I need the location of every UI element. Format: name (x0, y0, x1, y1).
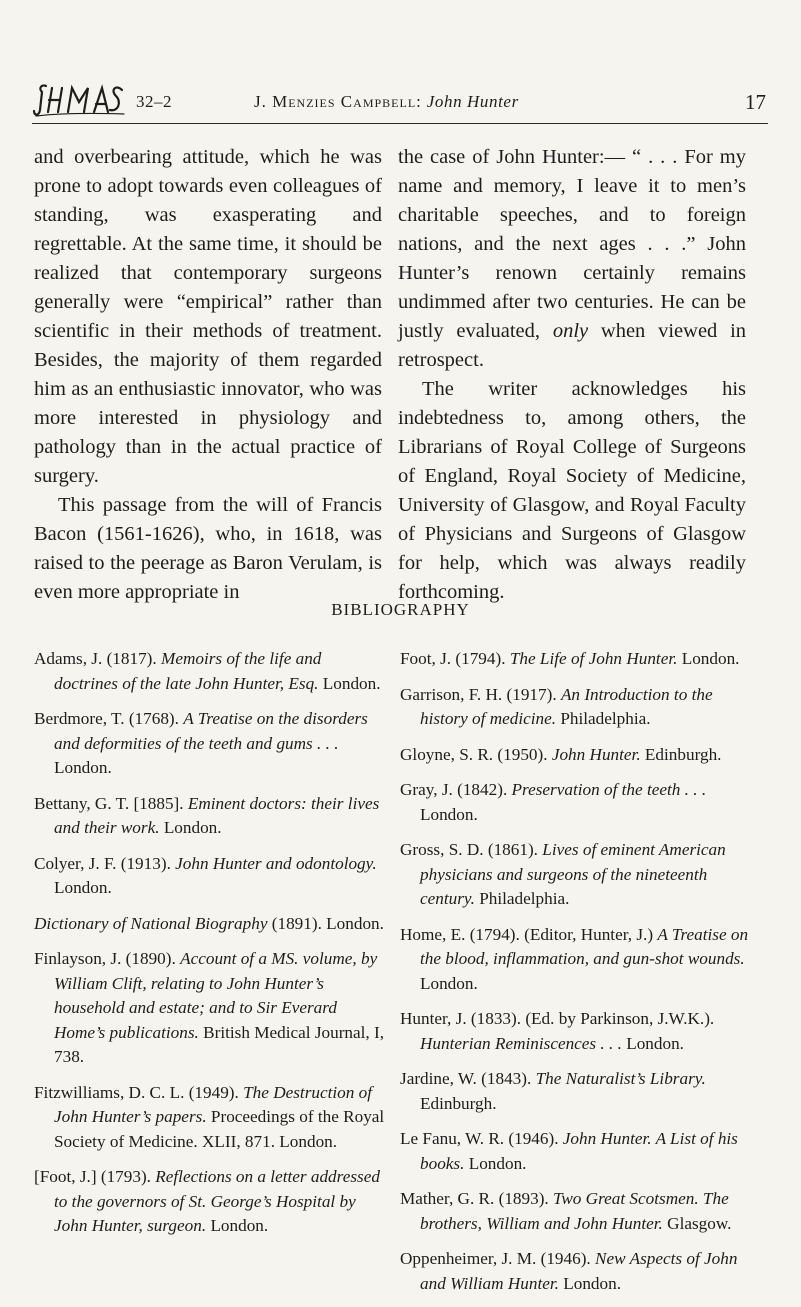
bibliography-entry-title: Reflections on a letter addressed to the governors of St. George’s Hospital by John Hunter, surgeon. (54, 1167, 380, 1235)
bibliography-column-left (34, 647, 386, 1250)
bibliography-entry-pre: [Foot, J.] (1793). (34, 1167, 151, 1186)
bibliography-entry-post: London. (322, 673, 381, 693)
bibliography-entry-post: Glasgow. (667, 1213, 732, 1233)
bibliography-entry-post: Philadelphia. (560, 709, 651, 728)
bibliography-entry-title: An Introduction to the history of medicine. (420, 684, 713, 728)
bibliography-entry (400, 1127, 752, 1176)
bibliography-entry-post: Proceedings of the Royal Society of Medicine. XLII, 871. London. (54, 1107, 385, 1151)
bibliography-entry-title: Account of a MS. volume, by William Clift, relating to John Hunter’s household and estate; and to Sir Everard Home’s publications. (54, 949, 378, 1042)
paragraph-text: when viewed in retrospect. (398, 320, 747, 371)
page-number: 17 (745, 90, 766, 114)
bibliography-entry-pre: Adams, J. (1817). (34, 649, 157, 668)
bibliography-entry-pre: Mather, G. R. (1893). (400, 1189, 549, 1208)
bibliography-entry-pre: Jardine, W. (1843). (400, 1069, 532, 1088)
page-header (32, 80, 768, 126)
bibliography-heading: BIBLIOGRAPHY (331, 600, 470, 619)
emphasis: only (552, 320, 589, 342)
bibliography-entry-title: Lives of eminent American physicians and surgeons of the nineteenth century. (420, 840, 726, 908)
bibliography-entry (34, 1081, 386, 1155)
bibliography-entry-post: London. (420, 804, 478, 824)
bibliography-entry-title: Hunterian Reminiscences . . . (420, 1033, 622, 1053)
bibliography-entry (34, 707, 386, 781)
bibliography-entry (34, 947, 386, 1070)
bibliography-entry-title: Two Great Scotsmen. The brothers, William and John Hunter. (420, 1189, 729, 1233)
bibliography-entry-title: The Naturalist’s Library. (535, 1069, 706, 1088)
bibliography-entry-pre: Fitzwilliams, D. C. L. (1949). (34, 1082, 239, 1102)
bibliography-entry-title: Eminent doctors: their lives and their work. (54, 793, 380, 837)
bibliography-entry (34, 852, 386, 901)
running-head-author: J. Menzies Campbell: (254, 92, 422, 111)
bibliography-entry-title: A Treatise on the blood, inflammation, and gun-shot wounds. (420, 924, 749, 968)
bibliography-entry-title: The Life of John Hunter. (509, 649, 678, 668)
bibliography-entry (400, 1247, 752, 1296)
bibliography-entry (400, 647, 752, 672)
bibliography-entry-post: London. (54, 758, 112, 777)
bibliography-entry-pre: Bettany, G. T. [1885]. (34, 793, 184, 813)
bibliography-entry-pre: Oppenheimer, J. M. (1946). (400, 1249, 591, 1268)
bibliography-column-right (400, 647, 752, 1307)
bibliography-entry-title: Preservation of the teeth . . . (511, 780, 707, 799)
bibliography-entry-title: John Hunter. (551, 744, 641, 764)
bibliography-entry-pre: Finlayson, J. (1890). (34, 949, 176, 968)
paragraph-text: the case of John Hunter:— “ . . . For my name and memory, I leave it to men’s charitable speeches, and to foreign nations, and the next ages . . .” John Hunter’s renown certainly remains undimmed after two centuries. He can be justly evaluated, (398, 146, 746, 342)
journal-code: 32–2 (136, 92, 172, 111)
journal-logo (32, 80, 128, 118)
bibliography-entry-title: John Hunter and odontology. (175, 853, 377, 873)
bibliography-entry-pre: Berdmore, T. (1768). (34, 709, 179, 728)
bibliography-entry-post: British Medical Journal, I, 738. (54, 1022, 385, 1066)
bibliography-entry (34, 1165, 386, 1239)
bibliography-entry-title: John Hunter. A List of his books. (420, 1129, 738, 1173)
bibliography-entry (34, 647, 386, 696)
bibliography-entry-title: A Treatise on the disorders and deformities of the teeth and gums . . . (54, 709, 368, 753)
bibliography-entry-pre: Foot, J. (1794). (400, 649, 506, 668)
bibliography-entry (400, 838, 752, 912)
bibliography-entry-post: London. (210, 1216, 269, 1235)
bibliography-entry-pre: Home, E. (1794). (Editor, Hunter, J.) (400, 924, 654, 944)
paragraph: This passage from the will of Francis Bacon (1561-1626), who, in 1618, was raised to the peerage as Baron Verulam, is even more appropriate in (34, 494, 382, 603)
paragraph: and overbearing attitude, which he was prone to adopt towards even colleagues of standing, was exasperating and regrettable. At the same time, it should be realized that contemporary surgeons generally were “empirical” rather than scientific in their methods of treatment. Besides, the majority of them regarded him as an enthusiastic innovator, who was more interested in physiology and pathology than in the actual practice of surgery. (34, 146, 382, 487)
bibliography-entry (400, 1067, 752, 1116)
paragraph (398, 143, 746, 375)
header-rule (32, 123, 768, 124)
bibliography-entry-post: London. (163, 818, 222, 837)
running-head (254, 92, 519, 112)
bibliography-entry-post: London. (54, 878, 112, 897)
bibliography-entry-pre: Gray, J. (1842). (400, 780, 508, 799)
bibliography-entry-post: London. (563, 1273, 621, 1293)
bibliography-entry-title: The Destruction of John Hunter’s papers. (54, 1082, 373, 1126)
bibliography-entry-pre: Gloyne, S. R. (1950). (400, 744, 548, 764)
bibliography-entry (34, 912, 386, 937)
bibliography-entry-post: Philadelphia. (479, 889, 570, 908)
bibliography-entry-pre: Gross, S. D. (1861). (400, 840, 538, 859)
bibliography-entry (400, 923, 752, 997)
bibliography-entry-post: London. (420, 973, 478, 993)
bibliography-entry (400, 778, 752, 827)
bibliography-entry (400, 1187, 752, 1236)
bibliography-entry-pre: Le Fanu, W. R. (1946). (400, 1129, 559, 1148)
bibliography-entry-post: London. (468, 1153, 527, 1173)
paragraph: The writer acknowledges his indebtedness to, among others, the Librarians of Royal College of Surgeons of England, Royal Society of Medicine, University of Glasgow, and Royal Faculty of Physicians and Surgeons of Glasgow for help, which was always readily forthcoming. (398, 378, 746, 603)
bibliography-entry (400, 743, 752, 768)
bibliography-entry-title: Dictionary of National Biography (34, 913, 268, 933)
body-column-right (398, 143, 746, 607)
bibliography-entry-post: London. (626, 1033, 684, 1053)
bibliography-entry-title: Memoirs of the life and doctrines of the late John Hunter, Esq. (54, 649, 322, 693)
bibliography-entry-post: Edinburgh. (644, 744, 722, 764)
bibliography-entry (400, 1007, 752, 1056)
bibliography-entry-post: London. (681, 649, 740, 668)
bibliography-entry-title: New Aspects of John and William Hunter. (420, 1249, 738, 1293)
bibliography-entry (400, 683, 752, 732)
bibliography-entry-pre: Colyer, J. F. (1913). (34, 853, 171, 873)
running-head-title: John Hunter (426, 92, 519, 111)
bibliography-entry-pre: Hunter, J. (1833). (Ed. by Parkinson, J.W.K.). (400, 1009, 715, 1028)
bibliography-entry-post: (1891). London. (271, 913, 384, 933)
bibliography-entry-pre: Garrison, F. H. (1917). (400, 684, 557, 704)
bibliography-entry-post: Edinburgh. (420, 1093, 497, 1113)
body-column-left (34, 143, 382, 607)
bibliography-entry (34, 792, 386, 841)
